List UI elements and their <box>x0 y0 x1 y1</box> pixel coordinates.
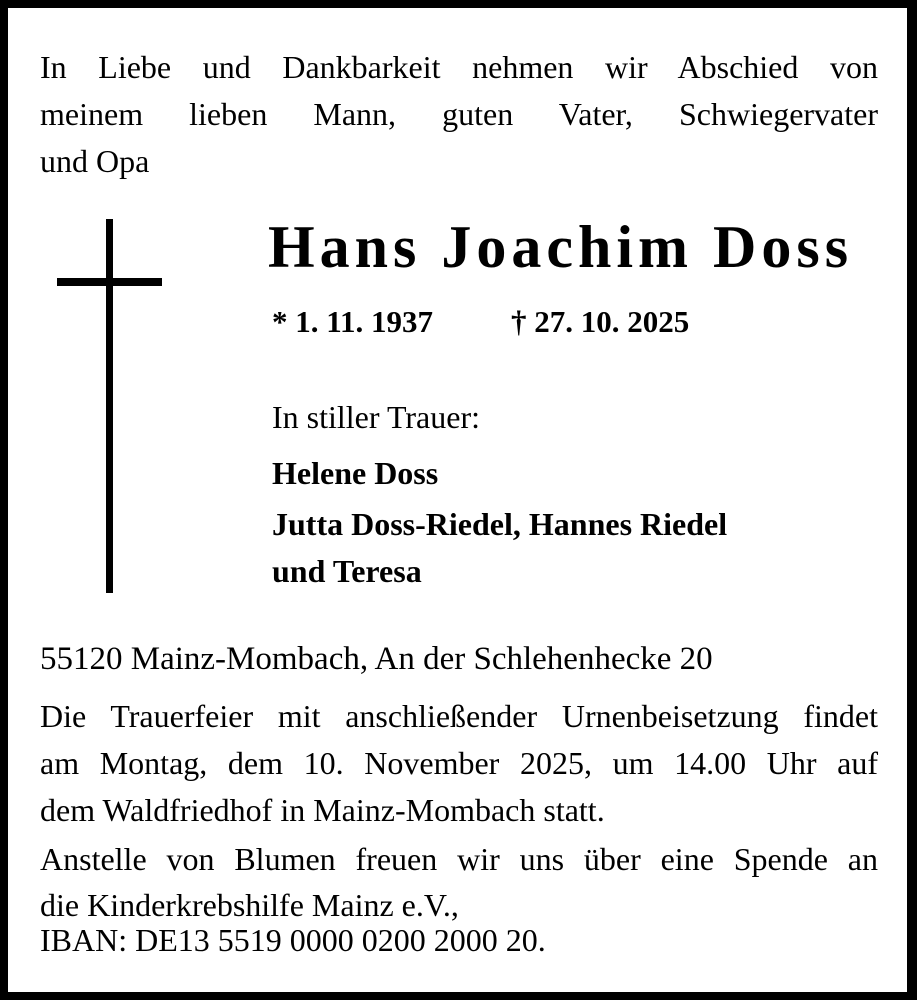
mourner-name: Helene Doss <box>272 455 439 491</box>
deceased-name: Hans Joachim Doss <box>268 214 854 280</box>
death-date: † 27. 10. 2025 <box>511 304 690 339</box>
funeral-line: Die Trauerfeier mit anschließender Urnenbeisetzung findet <box>40 698 878 734</box>
donation-line: Anstelle von Blumen freuen wir uns über eine Spende an <box>40 841 878 877</box>
funeral-line: dem Waldfriedhof in Mainz-Mombach statt. <box>40 792 605 828</box>
intro-line: meinem lieben Mann, guten Vater, Schwiegervater <box>40 96 878 132</box>
mourning-intro: In stiller Trauer: <box>272 399 480 435</box>
funeral-paragraph <box>40 693 878 834</box>
intro-line: In Liebe und Dankbarkeit nehmen wir Abschied von <box>40 49 878 85</box>
life-dates <box>272 298 689 345</box>
latin-cross-icon <box>57 278 162 286</box>
latin-cross-icon <box>106 219 113 593</box>
mourner-name: Jutta Doss-Riedel, Hannes Riedel <box>272 506 728 542</box>
mourner-name: und Teresa <box>272 553 422 589</box>
birth-date: * 1. 11. 1937 <box>272 304 434 339</box>
intro-line: und Opa <box>40 143 150 179</box>
iban-line: IBAN: DE13 5519 0000 0200 2000 20. <box>40 922 546 958</box>
intro-paragraph <box>40 44 878 185</box>
address-line: 55120 Mainz-Mombach, An der Schlehenhecke 20 <box>40 641 713 677</box>
funeral-line: am Montag, dem 10. November 2025, um 14.00 Uhr auf <box>40 745 878 781</box>
donation-paragraph <box>40 836 878 928</box>
donation-line: die Kinderkrebshilfe Mainz e.V., <box>40 887 459 923</box>
